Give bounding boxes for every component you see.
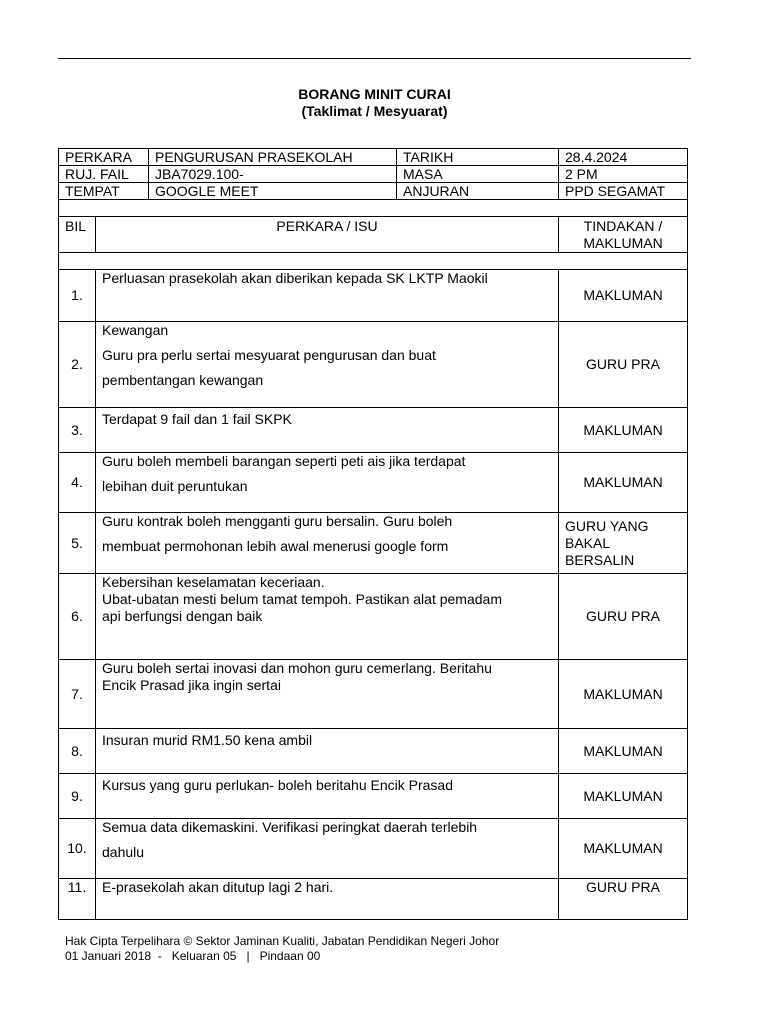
- action-line: BERSALIN: [565, 551, 635, 568]
- tempat-value: GOOGLE MEET: [149, 183, 397, 200]
- row-action: MAKLUMAN: [559, 453, 688, 513]
- issue-line: Kebersihan keselamatan keceriaan.: [102, 574, 325, 590]
- table-row: [59, 322, 688, 408]
- minutes-table: [58, 199, 688, 920]
- row-action: GURU PRA: [559, 574, 688, 660]
- row-issue: [96, 879, 559, 920]
- issue-line: Kursus yang guru perlukan- boleh beritahu Encik Prasad: [102, 777, 453, 793]
- tarikh-value: 28.4.2024: [559, 149, 688, 166]
- table-row: [59, 453, 688, 513]
- rujfail-value: JBA7029.100-: [149, 166, 397, 183]
- issue-line: Guru pra perlu sertai mesyuarat pengurusan dan buat: [102, 347, 436, 363]
- masa-value: 2 PM: [559, 166, 688, 183]
- form-title: BORANG MINIT CURAI: [298, 86, 451, 102]
- row-number: 11.: [59, 879, 96, 920]
- page-footer: [65, 934, 499, 964]
- perkara-label: PERKARA: [59, 149, 149, 166]
- masa-label: MASA: [397, 166, 559, 183]
- action-line: BAKAL: [565, 534, 611, 551]
- table-row: [59, 819, 688, 879]
- row-action: MAKLUMAN: [559, 819, 688, 879]
- anjuran-value: PPD SEGAMAT: [559, 183, 688, 200]
- column-header-row: [59, 217, 688, 253]
- row-number: 4.: [59, 453, 96, 513]
- footer-version: 01 Januari 2018 - Keluaran 05 | Pindaan 00: [65, 949, 321, 963]
- row-issue: [96, 660, 559, 729]
- issue-line: Semua data dikemaskini. Verifikasi peringkat daerah terlebih: [102, 819, 478, 835]
- row-action: GURU PRA: [559, 879, 688, 920]
- info-row-rujfail: [59, 166, 688, 183]
- table-row: [59, 408, 688, 453]
- tindakan-header: [559, 217, 688, 253]
- row-action: MAKLUMAN: [559, 408, 688, 453]
- row-number: 6.: [59, 574, 96, 660]
- anjuran-label: ANJURAN: [397, 183, 559, 200]
- table-row: [59, 774, 688, 819]
- action-line: GURU YANG: [565, 517, 649, 534]
- table-row: [59, 270, 688, 322]
- row-issue: [96, 574, 559, 660]
- table-row: [59, 729, 688, 774]
- tempat-label: TEMPAT: [59, 183, 149, 200]
- issue-line: Terdapat 9 fail dan 1 fail SKPK: [102, 411, 292, 427]
- table-row: [59, 660, 688, 729]
- tindakan-header-line2: MAKLUMAN: [583, 235, 663, 251]
- meeting-info-table: [58, 148, 688, 200]
- issue-line: Perluasan prasekolah akan diberikan kepada SK LKTP Maokil: [102, 270, 488, 286]
- issue-line: api berfungsi dengan baik: [102, 608, 263, 624]
- row-number: 9.: [59, 774, 96, 819]
- tarikh-label: TARIKH: [397, 149, 559, 166]
- table-row: [59, 574, 688, 660]
- info-row-perkara: [59, 149, 688, 166]
- row-issue: [96, 453, 559, 513]
- info-row-tempat: [59, 183, 688, 200]
- row-issue: [96, 408, 559, 453]
- row-number: 1.: [59, 270, 96, 322]
- row-issue: [96, 513, 559, 574]
- row-issue: [96, 729, 559, 774]
- table-row: [59, 879, 688, 920]
- row-issue: [96, 322, 559, 408]
- issue-line: Ubat-ubatan mesti belum tamat tempoh. Pastikan alat pemadam: [102, 591, 502, 607]
- footer-copyright: Hak Cipta Terpelihara © Sektor Jaminan Kualiti, Jabatan Pendidikan Negeri Johor: [65, 934, 500, 948]
- row-number: 8.: [59, 729, 96, 774]
- issue-line: Insuran murid RM1.50 kena ambil: [102, 732, 313, 748]
- perkara-header: PERKARA / ISU: [96, 217, 559, 253]
- row-issue: [96, 774, 559, 819]
- row-number: 7.: [59, 660, 96, 729]
- issue-line: Guru kontrak boleh mengganti guru bersalin. Guru boleh: [102, 513, 453, 529]
- perkara-value: PENGURUSAN PRASEKOLAH: [149, 149, 397, 166]
- row-issue: [96, 270, 559, 322]
- spacer-row: [59, 253, 688, 270]
- issue-line: Kewangan: [102, 322, 169, 338]
- bil-header: BIL: [59, 217, 96, 253]
- form-subtitle: (Taklimat / Mesyuarat): [301, 103, 448, 119]
- spacer-row: [59, 200, 688, 217]
- row-action: [559, 513, 688, 574]
- issue-line: E-prasekolah akan ditutup lagi 2 hari.: [102, 879, 334, 895]
- row-number: 5.: [59, 513, 96, 574]
- row-number: 10.: [59, 819, 96, 879]
- issue-line: membuat permohonan lebih awal menerusi google form: [102, 538, 449, 554]
- issue-line: Encik Prasad jika ingin sertai: [102, 677, 281, 693]
- row-action: MAKLUMAN: [559, 660, 688, 729]
- issue-line: Guru boleh sertai inovasi dan mohon guru cemerlang. Beritahu: [102, 660, 492, 676]
- issue-line: Guru boleh membeli barangan seperti peti ais jika terdapat: [102, 453, 466, 469]
- table-row: [59, 513, 688, 574]
- issue-line: lebihan duit peruntukan: [102, 478, 248, 494]
- row-issue: [96, 819, 559, 879]
- form-header: [58, 86, 691, 120]
- top-rule: [58, 58, 691, 59]
- row-action: MAKLUMAN: [559, 270, 688, 322]
- tindakan-header-line1: TINDAKAN /: [583, 218, 663, 234]
- issue-line: dahulu: [102, 844, 145, 860]
- row-action: GURU PRA: [559, 322, 688, 408]
- row-number: 2.: [59, 322, 96, 408]
- row-action: MAKLUMAN: [559, 774, 688, 819]
- row-number: 3.: [59, 408, 96, 453]
- rujfail-label: RUJ. FAIL: [59, 166, 149, 183]
- issue-line: pembentangan kewangan: [102, 372, 264, 388]
- row-action: MAKLUMAN: [559, 729, 688, 774]
